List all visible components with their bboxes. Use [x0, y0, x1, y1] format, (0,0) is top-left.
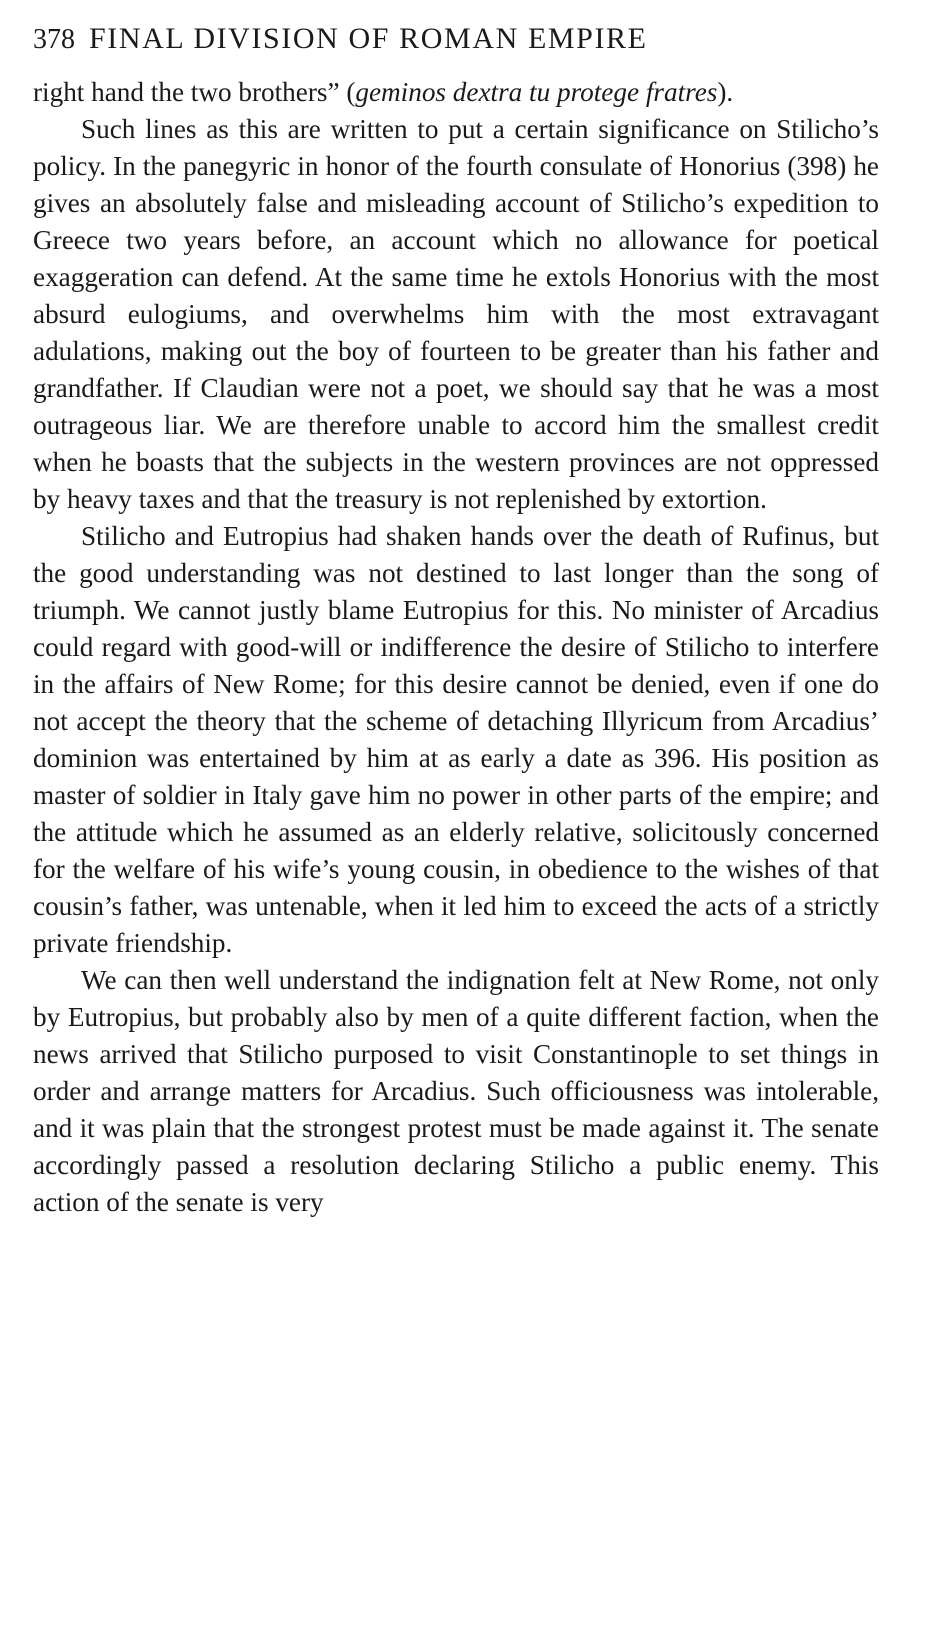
body-text [33, 74, 879, 1221]
paragraph-stilicho-eutropius: Stilicho and Eutropius had shaken hands over the death of Rufinus, but the good understanding was not destined to last longer than the song of triumph. We cannot justly blame Eutropius for this. No minister of Arcadius could regard with good-will or indifference the desire of Stilicho to interfere in the affairs of New Rome; for this desire cannot be denied, even if one do not accept the theory that the scheme of detaching Illyricum from Arcadius’ dominion was entertained by him at as early a date as 396. His position as master of soldier in Italy gave him no power in other parts of the empire; and the attitude which he assumed as an elderly relative, solicitously concerned for the welfare of his wife’s young cousin, in obedience to the wishes of that cousin’s father, was untenable, when it led him to exceed the acts of a strictly private friendship. [33, 521, 879, 958]
book-page [33, 22, 879, 1221]
paragraph-claudian-panegyric: Such lines as this are written to put a certain significance on Stilicho’s policy. In the panegyric in honor of the fourth consulate of Honorius (398) he gives an absolutely false and misleading account of Stilicho’s expedition to Greece two years before, an account which no allowance for poetical exaggeration can defend. At the same time he extols Honorius with the most absurd eulogiums, and overwhelms him with the most extravagant adulations, making out the boy of fourteen to be greater than his father and grandfather. If Claudian were not a poet, we should say that he was a most outrageous liar. We are therefore unable to accord him the smallest credit when he boasts that the subjects in the western provinces are not oppressed by heavy taxes and that the treasury is not replenished by extortion. [33, 114, 879, 514]
latin-quotation: geminos dextra tu protege fratres [355, 77, 718, 107]
running-head [33, 22, 879, 74]
paragraph-senate-resolution: We can then well understand the indignation felt at New Rome, not only by Eutropius, but probably also by men of a quite different faction, when the news arrived that Stilicho purposed to visit Constantinople to set things in order and arrange matters for Arcadius. Such officiousness was intolerable, and it was plain that the strongest protest must be made against it. The senate accordingly passed a resolution declaring Stilicho a public enemy. This action of the senate is very [33, 965, 879, 1217]
running-title: FINAL DIVISION OF ROMAN EMPIRE [89, 22, 648, 55]
page-number: 378 [33, 24, 75, 55]
paragraph-continuation [33, 74, 879, 111]
paragraph-text: right hand the two brothers” ( [33, 77, 356, 107]
paragraph-text: ). [717, 77, 734, 107]
